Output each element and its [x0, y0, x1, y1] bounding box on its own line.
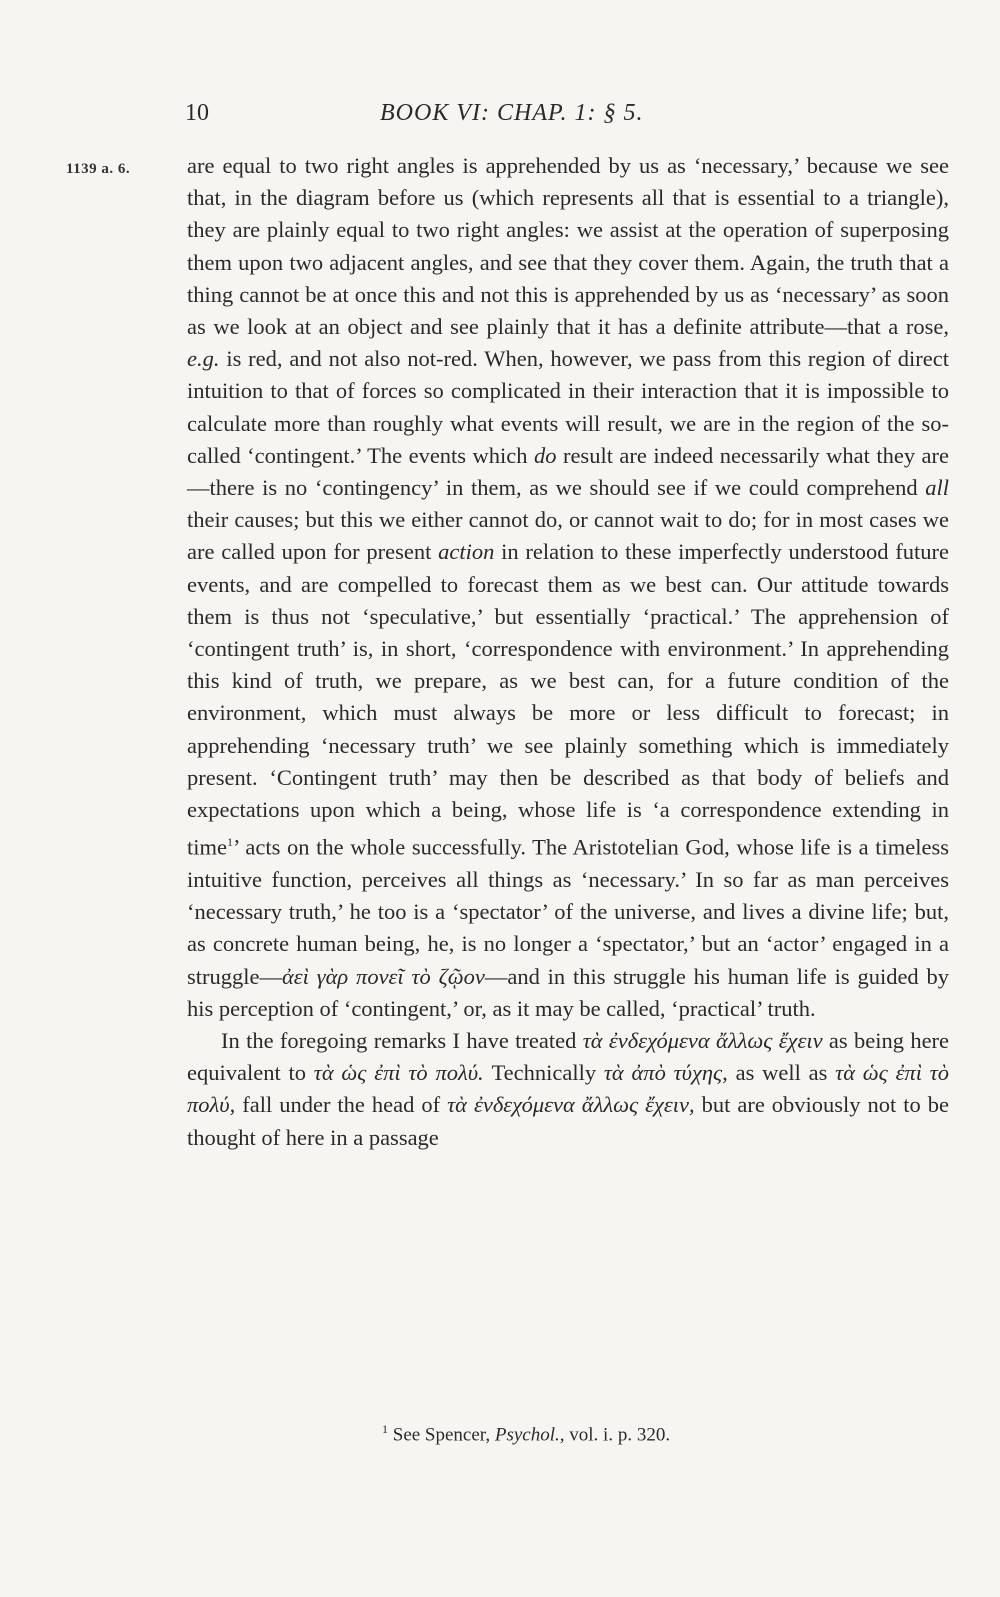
greek-phrase: τὰ ἐνδεχόμενα ἄλλως ἔχειν: [582, 1027, 823, 1053]
running-title: BOOK VI: CHAP. 1: § 5.: [380, 100, 644, 126]
text-run: In the foregoing remarks I have treated: [221, 1027, 577, 1053]
text-run: result are indeed necessarily what they are—there is no ‘contingency’ in them, as we should see if we could comprehend: [187, 442, 950, 501]
italic-term: all: [925, 475, 949, 501]
text-run: are equal to two right angles is apprehended by us as ‘necessary,’ because we see that, in the diagram before us (which represents all that is essential to a triangle), they are plainly equal to two right angles: we assist at the operation of superposing them upon two adjacent angles, and see that they cover them. Again, the truth that a thing cannot be at once this and not this is apprehended by us as ‘necessary’ as soon as we look at an object and see plainly that it has a definite attribute—that a rose,: [187, 153, 949, 340]
text-run: as well as: [735, 1060, 828, 1086]
greek-phrase: ἀεὶ γὰρ πονεῖ τὸ ζῷον: [282, 963, 485, 989]
italic-term: e.g.: [187, 346, 220, 372]
greek-phrase: τὰ ἐνδεχόμενα ἄλλως ἔχειν,: [447, 1092, 695, 1118]
text-run: their causes; but this we either cannot do, or cannot wait to do; for in most cases we are called upon for present: [187, 507, 949, 565]
page-header: [185, 100, 945, 136]
text-run: in relation to these imperfectly understood future events, and are compelled to forecast them as we best can. Our attitude towards them is thus not ‘speculative,’ but essentially ‘practical.’ The apprehension of ‘contingent truth’ is, in short, ‘correspondence with environment.’ In apprehending this kind of truth, we prepare, as we best can, for a future condition of the environment, which must always be more or less difficult to forecast; in apprehending ‘necessary truth’ we see plainly something which is immediately present. ‘Contingent truth’ may then be described as that body of beliefs and expectations upon which a being, whose life is ‘a correspondence extending in time: [187, 539, 949, 860]
footnote-work-title: Psychol.: [494, 1424, 560, 1446]
text-run: ’ acts on the whole successfully. The Aristotelian God, whose life is a timeless intuitive function, perceives all things as ‘necessary.’ In so far as man perceives ‘necessary truth,’ he too is a ‘spectator’ of the universe, and lives a divine life; but, as concrete human being, he, is no longer a ‘spectator,’ but an ‘actor’ engaged in a struggle—: [187, 834, 949, 989]
text-run: Technically: [491, 1060, 597, 1086]
footnote: [382, 1422, 670, 1446]
paragraph-1: [187, 150, 949, 1025]
text-run: as being here equivalent to: [187, 1027, 950, 1086]
greek-phrase: τὰ ἀπὸ τύχης,: [603, 1060, 728, 1086]
body-text: [187, 150, 949, 1154]
page-number: 10: [185, 100, 209, 126]
text-run: fall under the head of: [242, 1092, 441, 1118]
italic-term: do: [533, 442, 557, 468]
footnote-marker[interactable]: 1: [227, 835, 233, 850]
text-run: —and in this struggle his human life is guided by his perception of ‘contingent,’ or, as it may be called, ‘practical’ truth.: [187, 963, 950, 1021]
italic-term: action: [438, 539, 495, 565]
greek-phrase: τὰ ὡς ἐπὶ τὸ πολύ.: [313, 1060, 484, 1086]
text-run: but are obviously not to be thought of here in a passage: [187, 1092, 950, 1150]
greek-phrase: τὰ ὡς ἐπὶ τὸ πολύ,: [187, 1060, 950, 1118]
text-run: is red, and not also not-red. When, however, we pass from this region of direct intuition to that of forces so complicated in their interaction that it is impossible to calculate more than roughly what events will result, we are in the region of the so-called ‘contingent.’ The events which: [187, 346, 950, 468]
margin-reference: 1139 a. 6.: [66, 161, 131, 177]
footnote-text: See Spencer,: [392, 1424, 491, 1446]
footnote-text: , vol. i. p. 320.: [559, 1424, 671, 1446]
footnote-mark: 1: [382, 1422, 388, 1436]
paragraph-2: [187, 1025, 949, 1154]
